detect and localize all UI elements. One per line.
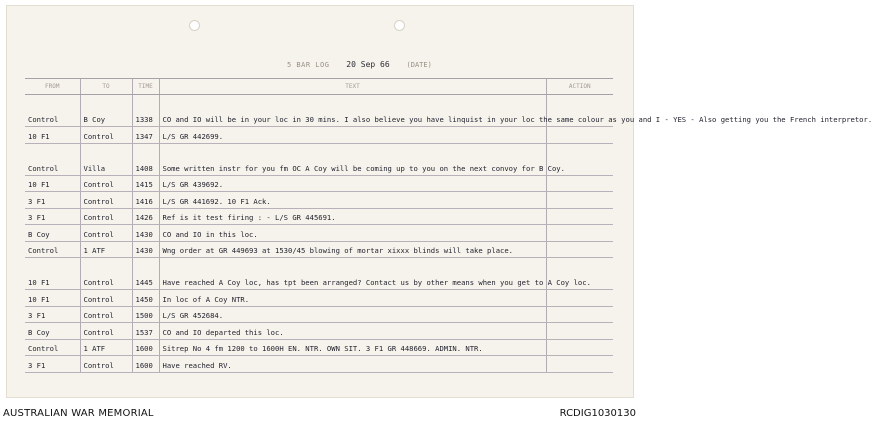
cell-time: 1600 <box>132 339 159 356</box>
column-header-to: TO <box>80 79 132 95</box>
cell-from: 3 F1 <box>25 356 80 373</box>
cell-action <box>546 290 613 307</box>
cell-time: 1347 <box>132 127 159 144</box>
table-row <box>25 339 613 356</box>
cell-text: Sitrep No 4 fm 1200 to 1600H EN. NTR. OWN SIT. 3 F1 GR 448669. ADMIN. NTR. <box>159 339 546 356</box>
date-label: (DATE) <box>406 61 432 69</box>
cell-time: 1445 <box>132 258 159 290</box>
cell-action <box>546 127 613 144</box>
cell-text: L/S GR 441692. 10 F1 Ack. <box>159 192 546 209</box>
column-header-action: ACTION <box>546 79 613 95</box>
cell-text: L/S GR 439692. <box>159 175 546 192</box>
cell-action <box>546 175 613 192</box>
cell-to: Control <box>80 225 132 242</box>
cell-text: Have reached RV. <box>159 356 546 373</box>
cell-from: 10 F1 <box>25 290 80 307</box>
cell-text: Have reached A Coy loc, has tpt been arranged? Contact us by other means when you get to A Coy loc. <box>159 258 546 290</box>
document-id: RCDIG1030130 <box>559 408 636 419</box>
cell-to: Control <box>80 356 132 373</box>
cell-from: 3 F1 <box>25 306 80 323</box>
cell-from: Control <box>25 143 80 175</box>
log-header <box>287 60 432 69</box>
cell-action <box>546 225 613 242</box>
column-header-from: FROM <box>25 79 80 95</box>
cell-text: CO and IO in this loc. <box>159 225 546 242</box>
cell-text: CO and IO departed this loc. <box>159 323 546 340</box>
cell-from: 10 F1 <box>25 127 80 144</box>
table-row <box>25 323 613 340</box>
table-row <box>25 306 613 323</box>
log-table-header <box>25 79 613 95</box>
cell-action <box>546 306 613 323</box>
cell-time: 1500 <box>132 306 159 323</box>
cell-to: B Coy <box>80 95 132 127</box>
cell-from: Control <box>25 241 80 258</box>
cell-from: 10 F1 <box>25 175 80 192</box>
cell-to: Control <box>80 323 132 340</box>
cell-time: 1338 <box>132 95 159 127</box>
cell-action <box>546 241 613 258</box>
cell-to: 1 ATF <box>80 339 132 356</box>
cell-text: Some written instr for you fm OC A Coy will be coming up to you on the next convoy for B Coy. <box>159 143 546 175</box>
cell-time: 1600 <box>132 356 159 373</box>
cell-to: Control <box>80 192 132 209</box>
cell-time: 1416 <box>132 192 159 209</box>
punch-hole <box>189 20 200 31</box>
cell-from: Control <box>25 339 80 356</box>
cell-to: Control <box>80 306 132 323</box>
cell-to: Control <box>80 290 132 307</box>
log-date: 20 Sep 66 <box>346 60 390 69</box>
log-table <box>25 78 872 373</box>
punch-hole <box>394 20 405 31</box>
column-header-text: TEXT <box>159 79 546 95</box>
cell-to: Control <box>80 258 132 290</box>
cell-text: In loc of A Coy NTR. <box>159 290 546 307</box>
cell-action <box>546 339 613 356</box>
table-row <box>25 143 613 175</box>
archive-credit: AUSTRALIAN WAR MEMORIAL <box>3 408 154 419</box>
cell-text: L/S GR 452684. <box>159 306 546 323</box>
cell-from: 3 F1 <box>25 208 80 225</box>
cell-to: Control <box>80 127 132 144</box>
table-row <box>25 192 613 209</box>
cell-action <box>546 356 613 373</box>
table-row <box>25 290 613 307</box>
table-row <box>25 127 613 144</box>
table-row <box>25 241 613 258</box>
table-row <box>25 95 613 127</box>
cell-time: 1430 <box>132 225 159 242</box>
cell-to: Villa <box>80 143 132 175</box>
table-row <box>25 258 613 290</box>
cell-time: 1415 <box>132 175 159 192</box>
cell-text: CO and IO will be in your loc in 30 mins. I also believe you have linquist in your loc the same colour as you and I - YES - Also getting you the French interpretor. <box>159 95 546 127</box>
cell-time: 1426 <box>132 208 159 225</box>
cell-text: Ref is it test firing : - L/S GR 445691. <box>159 208 546 225</box>
cell-action <box>546 323 613 340</box>
cell-text: L/S GR 442699. <box>159 127 546 144</box>
cell-action <box>546 192 613 209</box>
cell-to: Control <box>80 175 132 192</box>
cell-text: Wng order at GR 449693 at 1530/45 blowing of mortar xixxx blinds will take place. <box>159 241 546 258</box>
table-row <box>25 208 613 225</box>
cell-time: 1450 <box>132 290 159 307</box>
cell-from: B Coy <box>25 225 80 242</box>
log-title: 5 BAR LOG <box>287 61 330 69</box>
column-header-time: TIME <box>132 79 159 95</box>
table-row <box>25 225 613 242</box>
cell-to: Control <box>80 208 132 225</box>
cell-to: 1 ATF <box>80 241 132 258</box>
table-row <box>25 356 613 373</box>
cell-time: 1408 <box>132 143 159 175</box>
cell-from: 10 F1 <box>25 258 80 290</box>
cell-time: 1537 <box>132 323 159 340</box>
cell-time: 1430 <box>132 241 159 258</box>
cell-from: B Coy <box>25 323 80 340</box>
cell-action <box>546 208 613 225</box>
table-row <box>25 175 613 192</box>
cell-from: Control <box>25 95 80 127</box>
cell-from: 3 F1 <box>25 192 80 209</box>
